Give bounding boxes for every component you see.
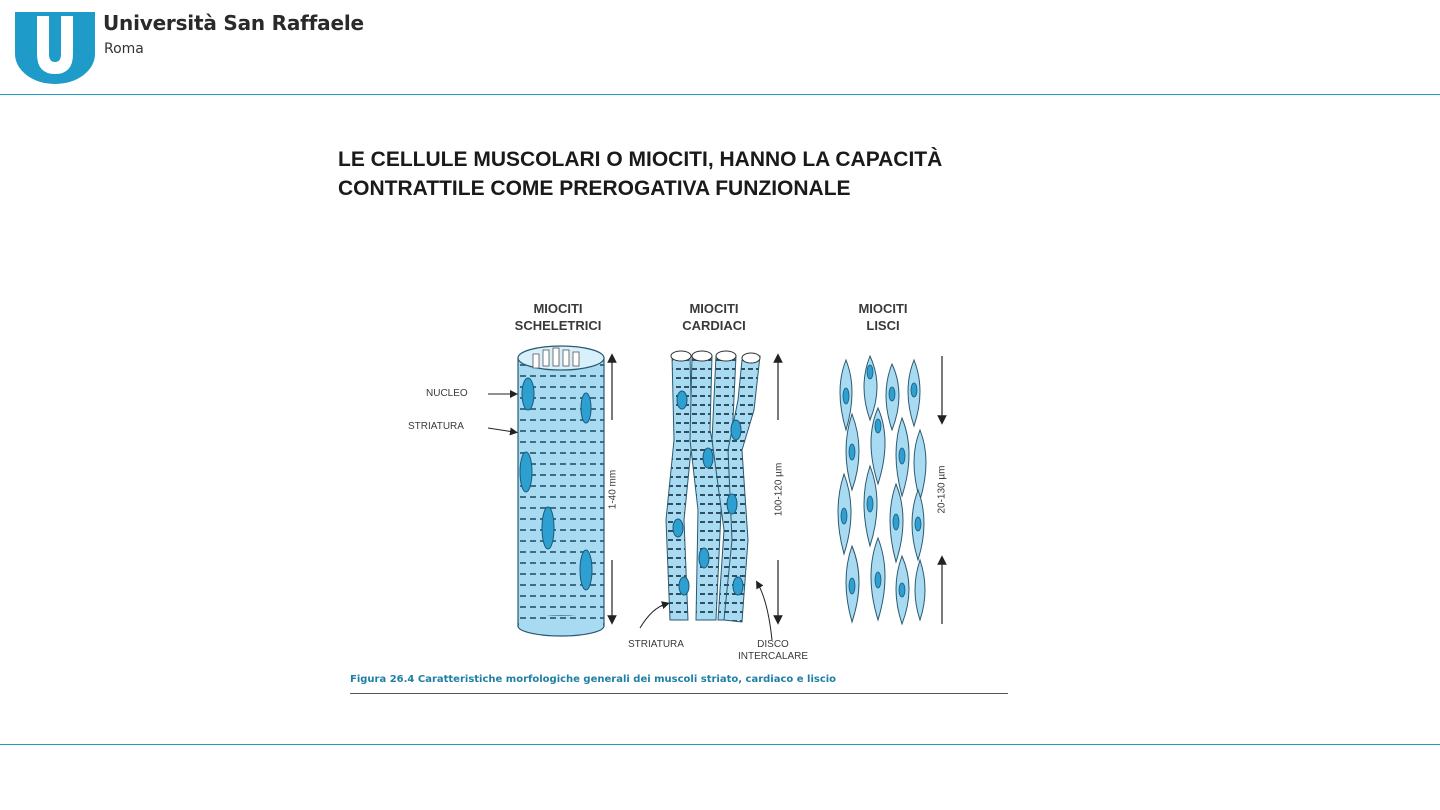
header — [0, 0, 1440, 95]
brand-name: Università San Raffaele — [103, 11, 364, 35]
label-cardiac-line-1: MIOCITI — [689, 301, 739, 316]
label-striatura-bottom: STRIATURA — [628, 639, 684, 650]
footer-divider — [0, 744, 1440, 745]
label-smooth — [818, 300, 948, 334]
label-nucleo: NUCLEO — [426, 388, 468, 399]
figure-caption: Figura 26.4 Caratteristiche morfologiche generali dei muscoli striato, cardiaco e liscio — [350, 674, 837, 685]
label-cardiac-line-2: CARDIACI — [682, 318, 746, 333]
label-skeletal-line-1: MIOCITI — [533, 301, 583, 316]
brand-city: Roma — [104, 41, 144, 57]
size-skeletal: 1-40 mm — [607, 469, 619, 510]
skeletal-myocyte — [488, 346, 612, 636]
label-smooth-line-1: MIOCITI — [858, 301, 908, 316]
label-skeletal — [493, 300, 623, 334]
cardiac-myocytes — [640, 351, 778, 640]
label-disco-line-2: INTERCALARE — [737, 651, 808, 662]
slide-title — [338, 145, 1138, 203]
muscle-cells-figure — [340, 290, 1020, 700]
slide-title-line-1: LE CELLULE MUSCOLARI O MIOCITI, HANNO LA CAPACITÀ — [338, 148, 943, 171]
university-u-logo-icon[interactable] — [15, 12, 95, 84]
caption-divider — [350, 693, 1008, 694]
label-smooth-line-2: LISCI — [866, 318, 900, 333]
label-disco-intercalare — [728, 639, 818, 663]
label-striatura-left: STRIATURA — [408, 421, 464, 432]
size-cardiac: 100-120 µm — [773, 462, 785, 517]
label-skeletal-line-2: SCHELETRICI — [514, 318, 602, 333]
size-smooth: 20-130 µm — [936, 465, 948, 514]
label-cardiac — [649, 300, 779, 334]
header-divider — [0, 94, 1440, 95]
slide-title-line-2: CONTRATTILE COME PREROGATIVA FUNZIONALE — [338, 177, 851, 200]
label-disco-line-1: DISCO — [757, 639, 789, 650]
